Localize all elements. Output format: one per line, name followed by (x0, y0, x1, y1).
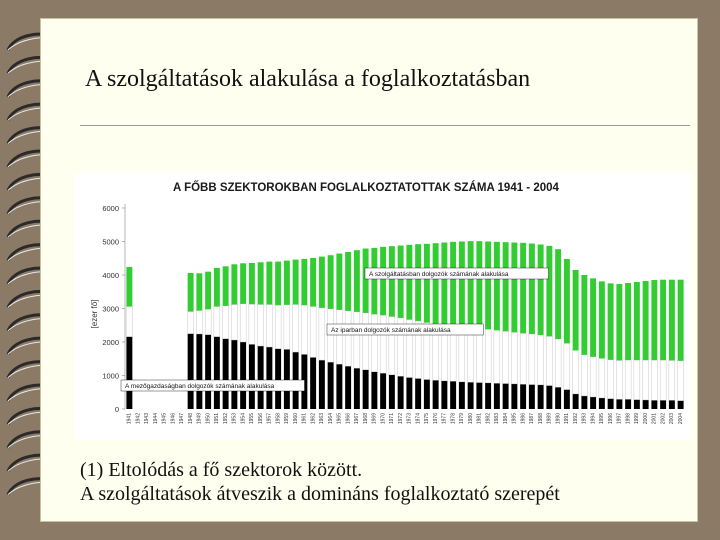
bar-industry (328, 309, 334, 362)
bar-industry (258, 304, 264, 346)
bar-agriculture (249, 344, 255, 409)
y-tick-label: 1000 (102, 371, 119, 381)
title-divider (80, 125, 690, 126)
bar-services (669, 280, 675, 361)
bar-services (266, 262, 272, 305)
bar-agriculture (266, 347, 272, 409)
bar-industry (468, 327, 474, 382)
bar-services (625, 283, 631, 360)
bar-industry (231, 304, 237, 340)
x-tick-label: 1974 (415, 413, 422, 425)
x-tick-label: 1997 (616, 413, 623, 425)
x-tick-label: 1999 (634, 413, 641, 425)
bar-services (678, 280, 684, 361)
bar-industry (126, 306, 132, 336)
bar-services (389, 246, 395, 316)
bar-agriculture (345, 366, 351, 409)
bar-agriculture (424, 380, 430, 409)
slide-title: A szolgáltatások alakulása a foglalkoztatásban (85, 66, 531, 92)
x-tick-label: 1985 (511, 413, 518, 425)
x-tick-label: 1972 (397, 413, 404, 425)
bar-agriculture (608, 399, 614, 409)
x-tick-label: 1980 (467, 413, 474, 425)
x-tick-label: 1945 (161, 413, 168, 425)
x-tick-label: 1955 (249, 413, 256, 425)
bar-services (345, 252, 351, 311)
x-tick-label: 1976 (432, 413, 439, 425)
bar-agriculture (441, 381, 447, 409)
bar-agriculture (406, 378, 412, 409)
x-tick-label: 1954 (240, 413, 247, 425)
bar-agriculture (625, 399, 631, 409)
bar-agriculture (529, 385, 535, 409)
bar-agriculture (214, 337, 220, 409)
bar-services (555, 249, 561, 339)
bar-agriculture (546, 386, 552, 409)
bar-services (476, 241, 482, 328)
bar-agriculture (494, 383, 500, 409)
bar-industry (573, 350, 579, 394)
x-tick-label: 1951 (214, 413, 221, 425)
x-tick-label: 1942 (135, 413, 142, 425)
bar-services (651, 280, 657, 360)
bar-industry (564, 343, 570, 389)
x-tick-label: 1941 (126, 413, 133, 425)
bar-industry (529, 334, 535, 385)
bar-services (415, 244, 421, 321)
x-tick-label: 1998 (625, 413, 632, 425)
bar-services (634, 282, 640, 360)
x-tick-label: 1969 (371, 413, 378, 425)
bar-services (398, 246, 404, 318)
x-tick-label: 1989 (546, 413, 553, 425)
bar-services (529, 244, 535, 334)
bar-agriculture (126, 337, 132, 409)
x-tick-label: 2001 (651, 413, 658, 425)
bar-agriculture (520, 384, 526, 409)
x-tick-label: 1965 (336, 413, 343, 425)
bar-services (293, 260, 299, 305)
x-tick-label: 1944 (152, 413, 159, 425)
caption-line-1: (1) Eltolódás a fő szektorok között. (80, 459, 363, 481)
bar-industry (520, 333, 526, 384)
bar-industry (240, 304, 246, 342)
bar-industry (581, 355, 587, 396)
bar-industry (284, 305, 290, 350)
bar-services (258, 262, 264, 304)
bar-agriculture (538, 385, 544, 409)
x-tick-label: 1956 (257, 413, 264, 425)
bar-services (643, 281, 649, 360)
x-tick-label: 1959 (284, 413, 291, 425)
bar-services (284, 261, 290, 305)
bar-agriculture (328, 362, 334, 409)
x-tick-label: 1977 (441, 413, 448, 425)
bar-agriculture (398, 376, 404, 409)
bar-services (240, 263, 246, 304)
bar-industry (590, 357, 596, 397)
bar-services (608, 283, 614, 359)
x-tick-label: 1978 (450, 413, 457, 425)
bar-agriculture (380, 373, 386, 409)
bar-industry (608, 360, 614, 399)
bar-services (275, 262, 281, 306)
bar-industry (371, 314, 377, 372)
bar-services (231, 264, 237, 304)
annotation-industry: Az iparban dolgozók számának alakulása (331, 327, 451, 334)
bar-industry (494, 330, 500, 383)
bar-agriculture (389, 375, 395, 409)
bar-services (433, 243, 439, 324)
employment-chart (75, 172, 691, 440)
bar-agriculture (354, 368, 360, 409)
x-tick-label: 1943 (144, 413, 151, 425)
bar-services (511, 243, 517, 333)
bar-agriculture (485, 383, 491, 409)
x-tick-label: 2002 (660, 413, 667, 425)
bar-industry (293, 304, 299, 352)
bar-industry (214, 306, 220, 336)
bar-services (590, 278, 596, 356)
bar-industry (511, 332, 517, 384)
x-tick-label: 1981 (476, 413, 483, 425)
bar-services (196, 273, 202, 310)
y-tick-label: 6000 (102, 204, 119, 213)
bar-agriculture (634, 400, 640, 409)
x-tick-label: 1958 (275, 413, 282, 425)
x-tick-label: 1983 (494, 413, 501, 425)
bar-industry (223, 306, 229, 339)
bar-industry (249, 304, 255, 344)
caption-line-2: A szolgáltatások átveszik a domináns foglalkoztató szerepét (80, 483, 560, 505)
x-tick-label: 1964 (327, 413, 334, 425)
bar-agriculture (573, 394, 579, 409)
bar-agriculture (371, 372, 377, 409)
bar-agriculture (503, 384, 509, 409)
x-tick-label: 1990 (555, 413, 562, 425)
x-tick-label: 1992 (572, 413, 579, 425)
bar-industry (301, 305, 307, 354)
chart-title: A FŐBB SZEKTOROKBAN FOGLALKOZTATOTTAK SZÁMA 1941 - 2004 (173, 182, 559, 194)
x-tick-label: 1979 (459, 413, 466, 425)
x-tick-label: 1975 (424, 413, 431, 425)
bar-agriculture (616, 399, 622, 409)
bar-services (336, 254, 342, 310)
bar-industry (625, 360, 631, 399)
bar-services (214, 268, 220, 307)
bar-agriculture (459, 382, 465, 409)
bar-agriculture (415, 379, 421, 409)
bar-services (126, 267, 132, 307)
bar-services (485, 242, 491, 330)
bar-services (564, 259, 570, 343)
x-tick-label: 1988 (537, 413, 544, 425)
bar-industry (616, 360, 622, 399)
bar-agriculture (476, 383, 482, 409)
bar-agriculture (511, 384, 517, 409)
y-tick-label: 5000 (102, 237, 119, 247)
bar-agriculture (433, 380, 439, 409)
bar-services (380, 247, 386, 315)
bar-services (301, 259, 307, 305)
bar-services (494, 242, 500, 330)
bar-agriculture (188, 334, 194, 409)
bar-industry (678, 361, 684, 401)
x-tick-label: 1973 (406, 413, 413, 425)
bar-industry (643, 360, 649, 400)
bar-services (538, 245, 544, 335)
x-tick-label: 1961 (301, 413, 308, 425)
x-tick-label: 1995 (599, 413, 606, 425)
x-tick-label: 1960 (292, 413, 299, 425)
bar-services (424, 244, 430, 323)
x-tick-label: 1948 (187, 413, 194, 425)
bar-industry (599, 358, 605, 398)
bar-services (310, 258, 316, 307)
bar-agriculture (284, 349, 290, 409)
bar-industry (336, 310, 342, 364)
annotation-services: A szolgáltatásban dolgozók számának alakulása (369, 271, 509, 278)
bar-industry (188, 312, 194, 334)
bar-services (205, 272, 211, 310)
x-tick-label: 1962 (310, 413, 317, 425)
bar-industry (634, 360, 640, 400)
bar-services (406, 245, 412, 320)
bar-agriculture (336, 364, 342, 409)
x-tick-label: 2004 (677, 413, 684, 425)
x-tick-label: 2003 (669, 413, 676, 425)
y-axis-label: [ezer fő] (90, 299, 99, 329)
y-tick-label: 3000 (102, 304, 119, 314)
x-tick-label: 1950 (205, 413, 212, 425)
bar-agriculture (468, 382, 474, 409)
x-tick-label: 1994 (590, 413, 597, 425)
bar-agriculture (240, 342, 246, 409)
bar-industry (651, 360, 657, 400)
x-tick-label: 1970 (380, 413, 387, 425)
bar-industry (476, 328, 482, 382)
bar-industry (546, 336, 552, 385)
bar-industry (503, 331, 509, 383)
bar-services (546, 246, 552, 336)
bar-agriculture (678, 401, 684, 409)
x-tick-label: 1953 (231, 413, 238, 425)
x-tick-label: 1952 (222, 413, 229, 425)
x-tick-label: 1984 (502, 413, 509, 425)
bar-services (503, 242, 509, 331)
bar-agriculture (450, 381, 456, 409)
bar-agriculture (223, 339, 229, 409)
bar-agriculture (231, 340, 237, 409)
bar-agriculture (196, 334, 202, 409)
slide-caption (80, 458, 560, 506)
bar-agriculture (319, 360, 325, 409)
x-tick-label: 1957 (266, 413, 273, 425)
bar-agriculture (310, 357, 316, 409)
x-tick-label: 2000 (642, 413, 649, 425)
x-tick-label: 1986 (520, 413, 527, 425)
bar-industry (538, 335, 544, 385)
x-tick-label: 1982 (485, 413, 492, 425)
bar-services (319, 257, 325, 308)
x-tick-label: 1991 (564, 413, 571, 425)
x-tick-label: 1966 (345, 413, 352, 425)
bar-agriculture (599, 398, 605, 409)
y-tick-label: 4000 (102, 271, 119, 280)
bar-industry (345, 311, 351, 366)
bar-services (599, 281, 605, 358)
bar-industry (266, 304, 272, 347)
bar-industry (319, 308, 325, 360)
bar-agriculture (651, 400, 657, 409)
bar-industry (363, 313, 369, 370)
bar-industry (275, 305, 281, 349)
bar-services (660, 280, 666, 360)
bar-services (328, 255, 334, 309)
bar-agriculture (590, 397, 596, 409)
bar-agriculture (363, 370, 369, 409)
bar-agriculture (669, 400, 675, 409)
x-tick-label: 1993 (581, 413, 588, 425)
bar-services (188, 273, 194, 312)
bar-services (371, 248, 377, 314)
x-tick-label: 1987 (529, 413, 536, 425)
x-tick-label: 1968 (362, 413, 369, 425)
y-tick-label: 2000 (102, 338, 119, 347)
plot-area (102, 204, 684, 424)
annotation-agriculture: A mezőgazdaságban dolgozók számának alakulása (125, 383, 275, 390)
bar-services (459, 242, 465, 327)
bar-industry (310, 306, 316, 357)
bar-agriculture (258, 346, 264, 409)
bar-industry (485, 329, 491, 383)
bar-industry (354, 312, 360, 368)
bar-services (441, 243, 447, 325)
chart-container (75, 172, 691, 440)
bar-services (450, 242, 456, 326)
bar-services (468, 241, 474, 327)
bar-agriculture (581, 396, 587, 409)
bar-services (354, 250, 360, 312)
bar-industry (205, 309, 211, 334)
x-tick-label: 1963 (319, 413, 326, 425)
x-tick-label: 1971 (389, 413, 396, 425)
bar-services (616, 284, 622, 360)
bar-services (363, 249, 369, 313)
bar-services (223, 266, 229, 306)
bar-industry (555, 339, 561, 387)
x-tick-label: 1996 (607, 413, 614, 425)
bar-agriculture (564, 390, 570, 409)
y-tick-label: 0 (114, 405, 119, 414)
bar-agriculture (643, 400, 649, 409)
bar-agriculture (555, 387, 561, 409)
bar-industry (669, 360, 675, 400)
bar-agriculture (660, 400, 666, 409)
x-tick-label: 1949 (196, 413, 203, 425)
bar-agriculture (205, 335, 211, 409)
bar-services (573, 270, 579, 350)
bar-industry (196, 311, 202, 334)
bar-services (249, 263, 255, 304)
x-tick-label: 1967 (354, 413, 361, 425)
x-tick-label: 1946 (170, 413, 177, 425)
bar-services (581, 275, 587, 355)
bar-industry (660, 360, 666, 400)
bar-agriculture (275, 349, 281, 409)
bar-services (520, 243, 526, 333)
x-tick-label: 1947 (179, 413, 186, 425)
